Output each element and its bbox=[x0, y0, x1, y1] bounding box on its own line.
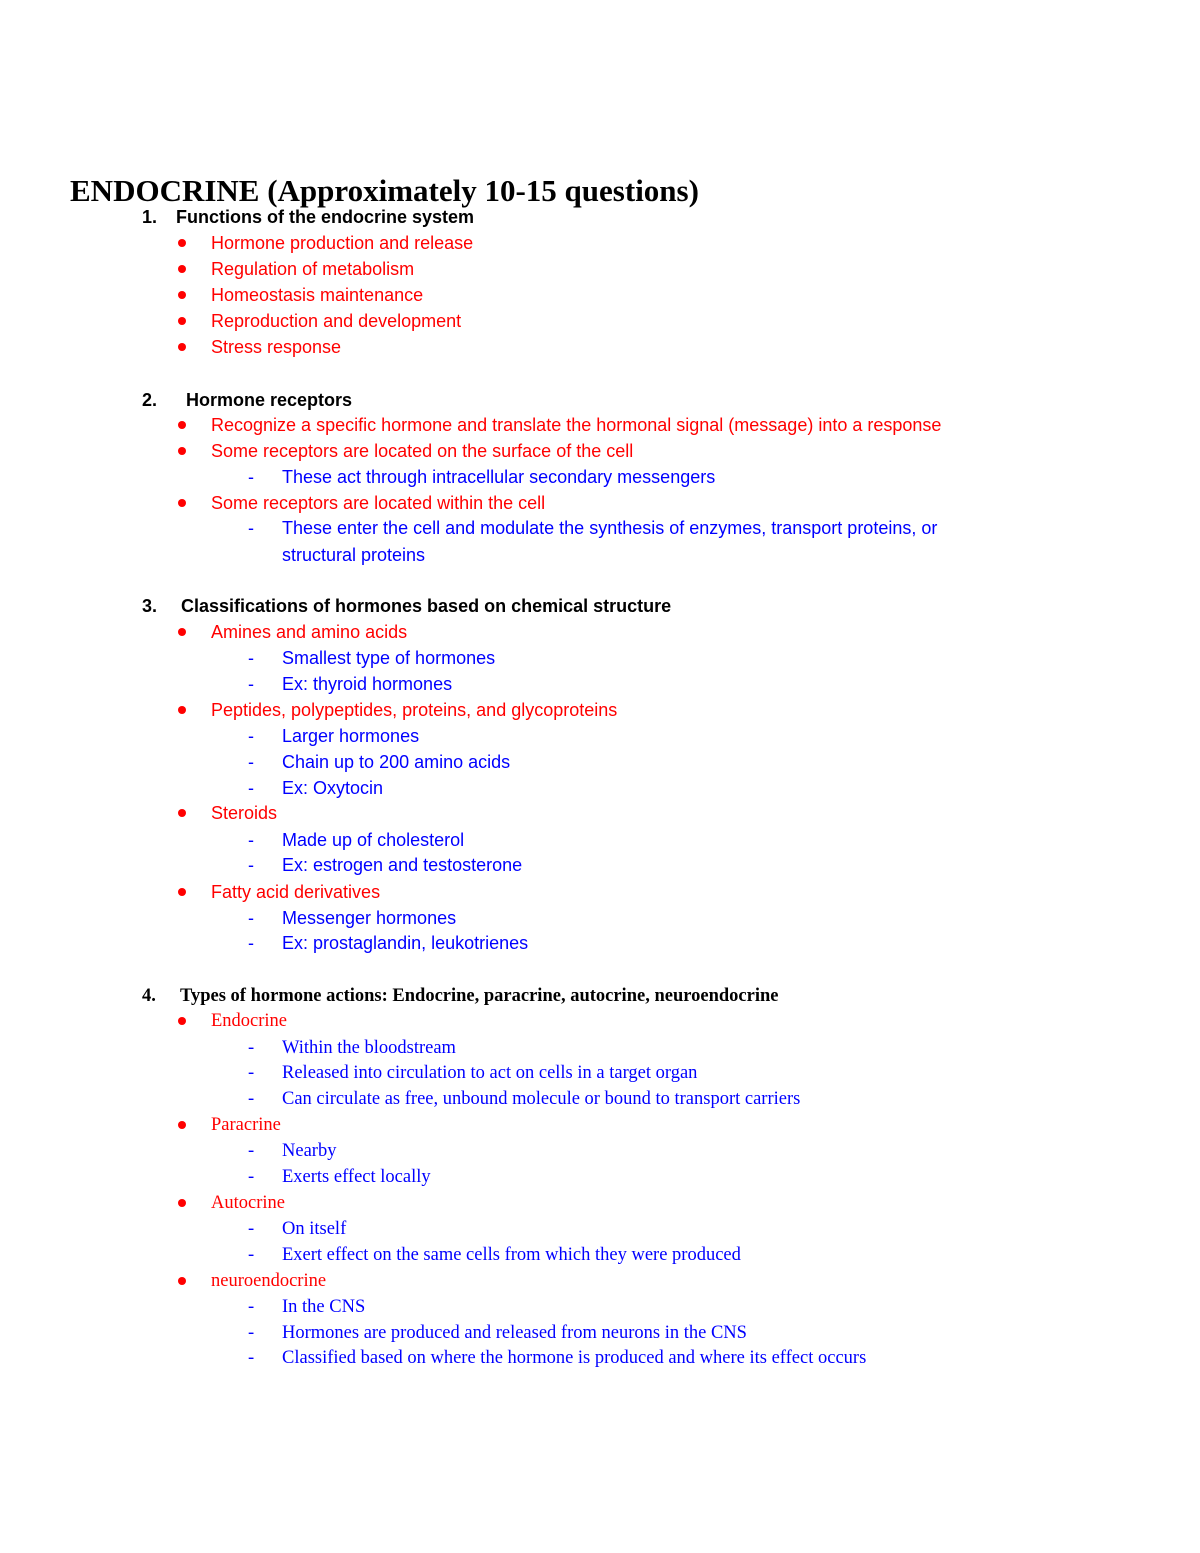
bullet-icon bbox=[178, 499, 186, 507]
section-number: 1. bbox=[142, 207, 158, 227]
dash-marker: - bbox=[248, 830, 254, 850]
bullet-icon bbox=[178, 1121, 186, 1129]
bullet-icon bbox=[178, 291, 186, 299]
dash-marker: - bbox=[248, 752, 254, 772]
dash-marker: - bbox=[248, 908, 254, 928]
bullet-icon bbox=[178, 1277, 186, 1285]
section-number: 4. bbox=[142, 986, 156, 1006]
dash-marker: - bbox=[248, 933, 254, 953]
dash-marker: - bbox=[248, 1141, 255, 1161]
dash-marker: - bbox=[248, 778, 254, 798]
bullet-icon bbox=[178, 628, 186, 636]
bullet-icon bbox=[178, 421, 186, 429]
bullet-icon bbox=[178, 1199, 186, 1207]
dash-marker: - bbox=[248, 1038, 255, 1058]
section-title: Functions of the endocrine system bbox=[176, 207, 475, 227]
bullet-icon bbox=[178, 265, 186, 273]
section-number: 3. bbox=[142, 596, 158, 616]
section-title: Hormone receptors bbox=[186, 390, 353, 410]
bullet-icon bbox=[178, 809, 186, 817]
dash-marker: - bbox=[248, 855, 254, 875]
dash-marker: - bbox=[248, 1167, 255, 1187]
bullet-icon bbox=[178, 317, 186, 325]
bullet-icon bbox=[178, 447, 186, 455]
dash-marker: - bbox=[248, 1323, 255, 1343]
section-title: Types of hormone actions: Endocrine, paracrine, autocrine, neuroendocrine bbox=[180, 986, 779, 1006]
bullet-icon bbox=[178, 706, 186, 714]
bullet-icon bbox=[178, 1017, 186, 1025]
dash-marker: - bbox=[248, 467, 254, 487]
bullet-icon bbox=[178, 343, 186, 351]
dash-marker: - bbox=[248, 1297, 255, 1317]
dash-marker: - bbox=[248, 1348, 255, 1368]
dash-marker: - bbox=[248, 1063, 255, 1083]
document-title: ENDOCRINE (Approximately 10-15 questions) bbox=[70, 173, 699, 208]
section-title: Classifications of hormones based on chemical structure bbox=[181, 596, 672, 616]
dash-marker: - bbox=[248, 518, 254, 538]
dash-marker: - bbox=[248, 1089, 255, 1109]
section-number: 2. bbox=[142, 390, 158, 410]
document-page: ENDOCRINE (Approximately 10-15 questions) 1. Functions of the endocrine system Hormone production and release Regulation of metabolism Homeostasis maintenance Reproduction and development Stress response 2. Hormone receptors Recognize a specific hormone and translate the hormonal signal (message) into a response Some receptors are located on the surface of the cell - These act through intracellular secondary messengers Some receptors are located within the cell - These enter the cell and modulate the synthesis of enzymes, transport proteins, or structural proteins 3. Classifications of hormones based on chemical structure Amines and amino acids - Smallest type of hormones - Ex: thyroid hormones Peptides, polypeptides, proteins, and glycoproteins - Larger hormones - Chain up to 200 amino acids - Ex: Oxytocin Steroids - Made up of cholesterol - Ex: estrogen and testosterone Fatty acid derivatives - Messenger hormones - Ex: prostaglandin, leukotrienes 4. Types of hormone actions: Endocrine, paracrine, autocrine, neuroendocrine Endocrine - Within the bloodstream - Released into circulation to act on cells in a target organ - Can circulate as free, unbound molecule or bound to transport carriers Paracrine - Nearby - Exerts effect locally Autocrine - On itself - Exert effect on the same cells from which they were produced neuroendocrine - In the CNS - Hormones are produced and released from neurons in the CNS - Classified based on where the hormone is produced and where its effect occurs bbox=[70, 173, 942, 1368]
dash-marker: - bbox=[248, 1245, 255, 1265]
bullet-icon bbox=[178, 888, 186, 896]
bullet-icon bbox=[178, 239, 186, 247]
dash-marker: - bbox=[248, 648, 254, 668]
dash-marker: - bbox=[248, 726, 254, 746]
dash-marker: - bbox=[248, 674, 254, 694]
dash-marker: - bbox=[248, 1219, 255, 1239]
